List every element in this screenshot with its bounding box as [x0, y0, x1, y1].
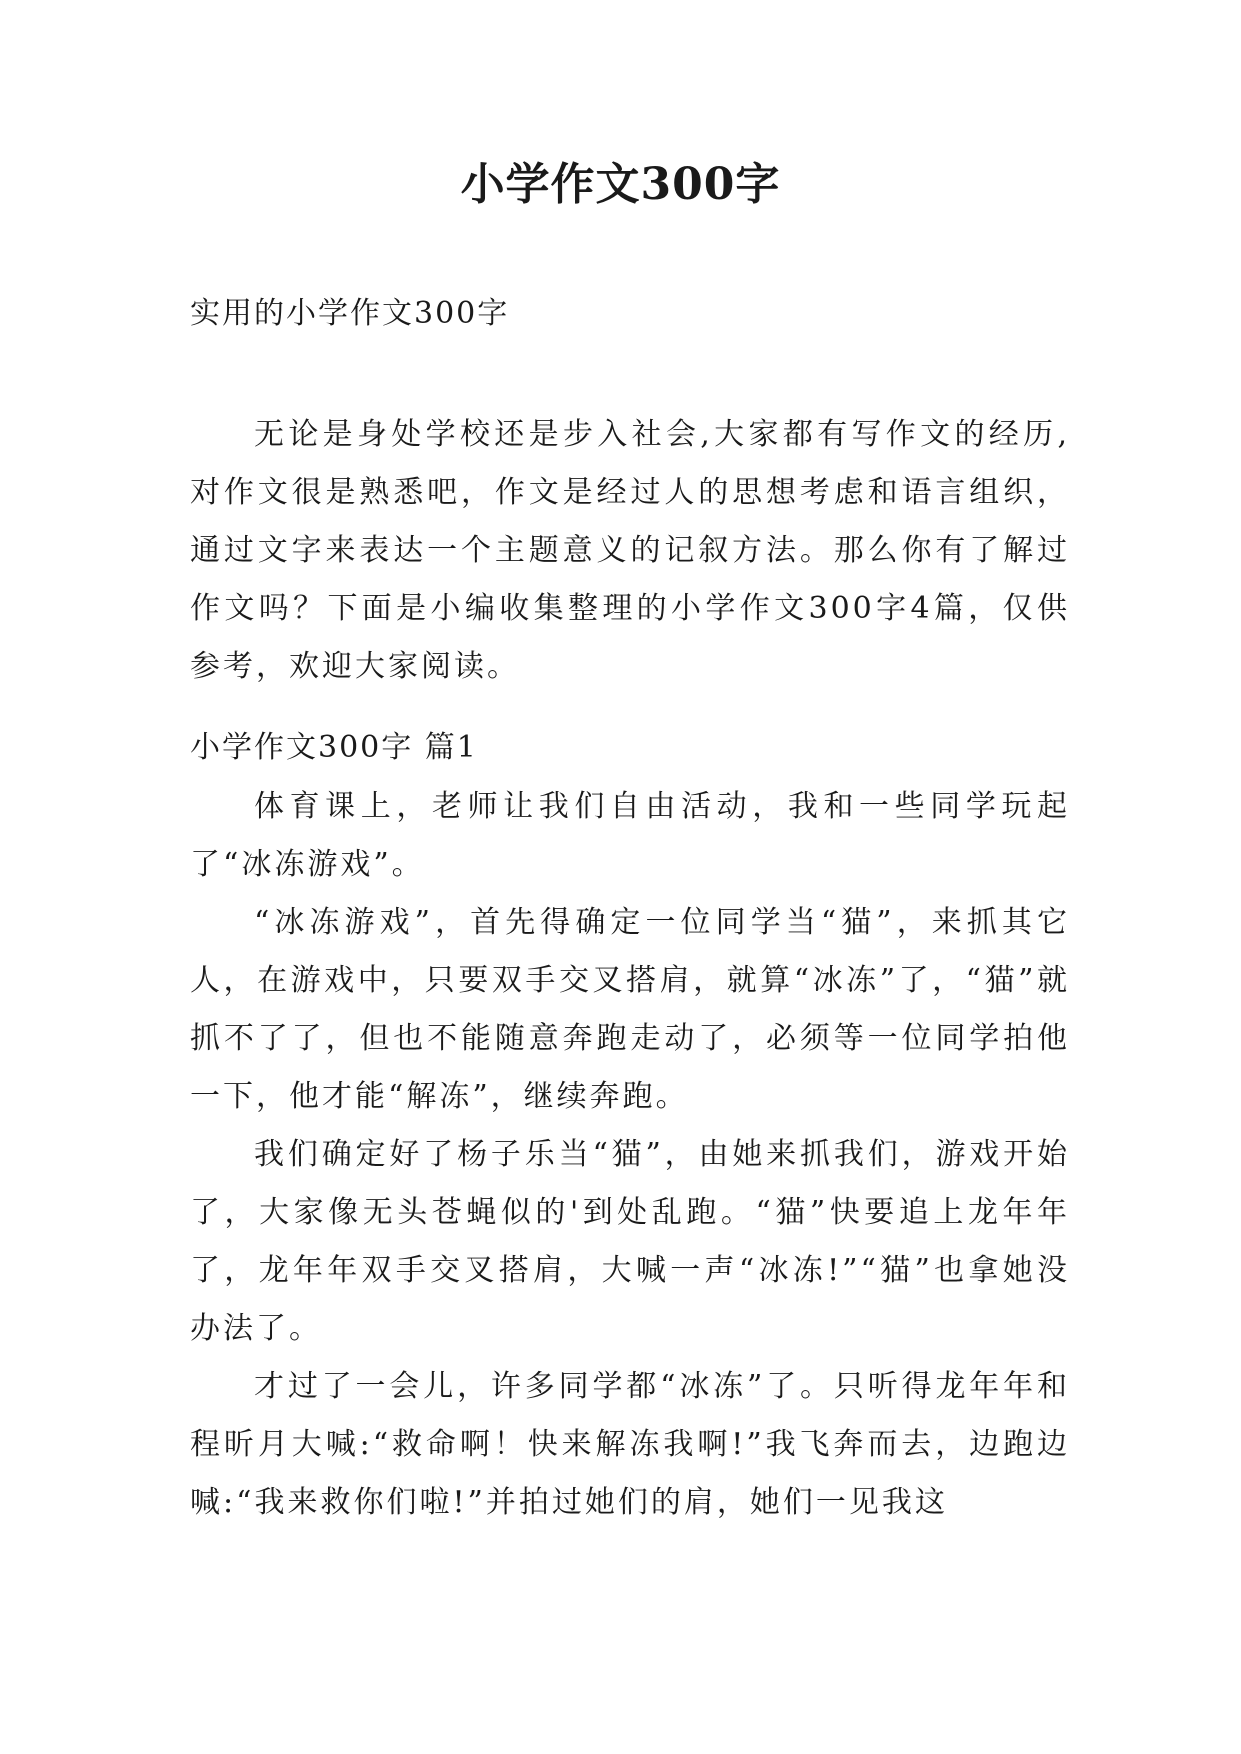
document-title: 小学作文300字: [460, 159, 781, 210]
intro-paragraph: 无论是身处学校还是步入社会,大家都有写作文的经历,对作文很是熟悉吧，作文是经过人的思想考虑和语言组织，通过文字来表达一个主题意义的记叙方法。那么你有了解过作文吗？下面是小编收集整理的小学作文300字4篇，仅供参考，欢迎大家阅读。: [190, 417, 1070, 684]
essay-body: [190, 778, 1070, 1532]
section-heading: 小学作文300字 篇1: [190, 730, 478, 765]
essay-paragraph: “冰冻游戏”，首先得确定一位同学当“猫”，来抓其它人，在游戏中，只要双手交叉搭肩，就算“冰冻”了，“猫”就抓不了了，但也不能随意奔跑走动了，必须等一位同学拍他一下，他才能“解冻”，继续奔跑。: [190, 905, 1070, 1114]
essay-paragraph: 我们确定好了杨子乐当“猫”，由她来抓我们，游戏开始了，大家像无头苍蝇似的'到处乱跑。“猫”快要追上龙年年了，龙年年双手交叉搭肩，大喊一声“冰冻!”“猫”也拿她没办法了。: [190, 1137, 1070, 1346]
essay-paragraph: 才过了一会儿，许多同学都“冰冻”了。只听得龙年年和程昕月大喊:“救命啊！快来解冻我啊!”我飞奔而去，边跑边喊:“我来救你们啦!”并拍过她们的肩，她们一见我这: [190, 1369, 1070, 1520]
document-subtitle: 实用的小学作文300字: [190, 296, 510, 331]
essay-paragraph: 体育课上，老师让我们自由活动，我和一些同学玩起了“冰冻游戏”。: [190, 789, 1070, 882]
